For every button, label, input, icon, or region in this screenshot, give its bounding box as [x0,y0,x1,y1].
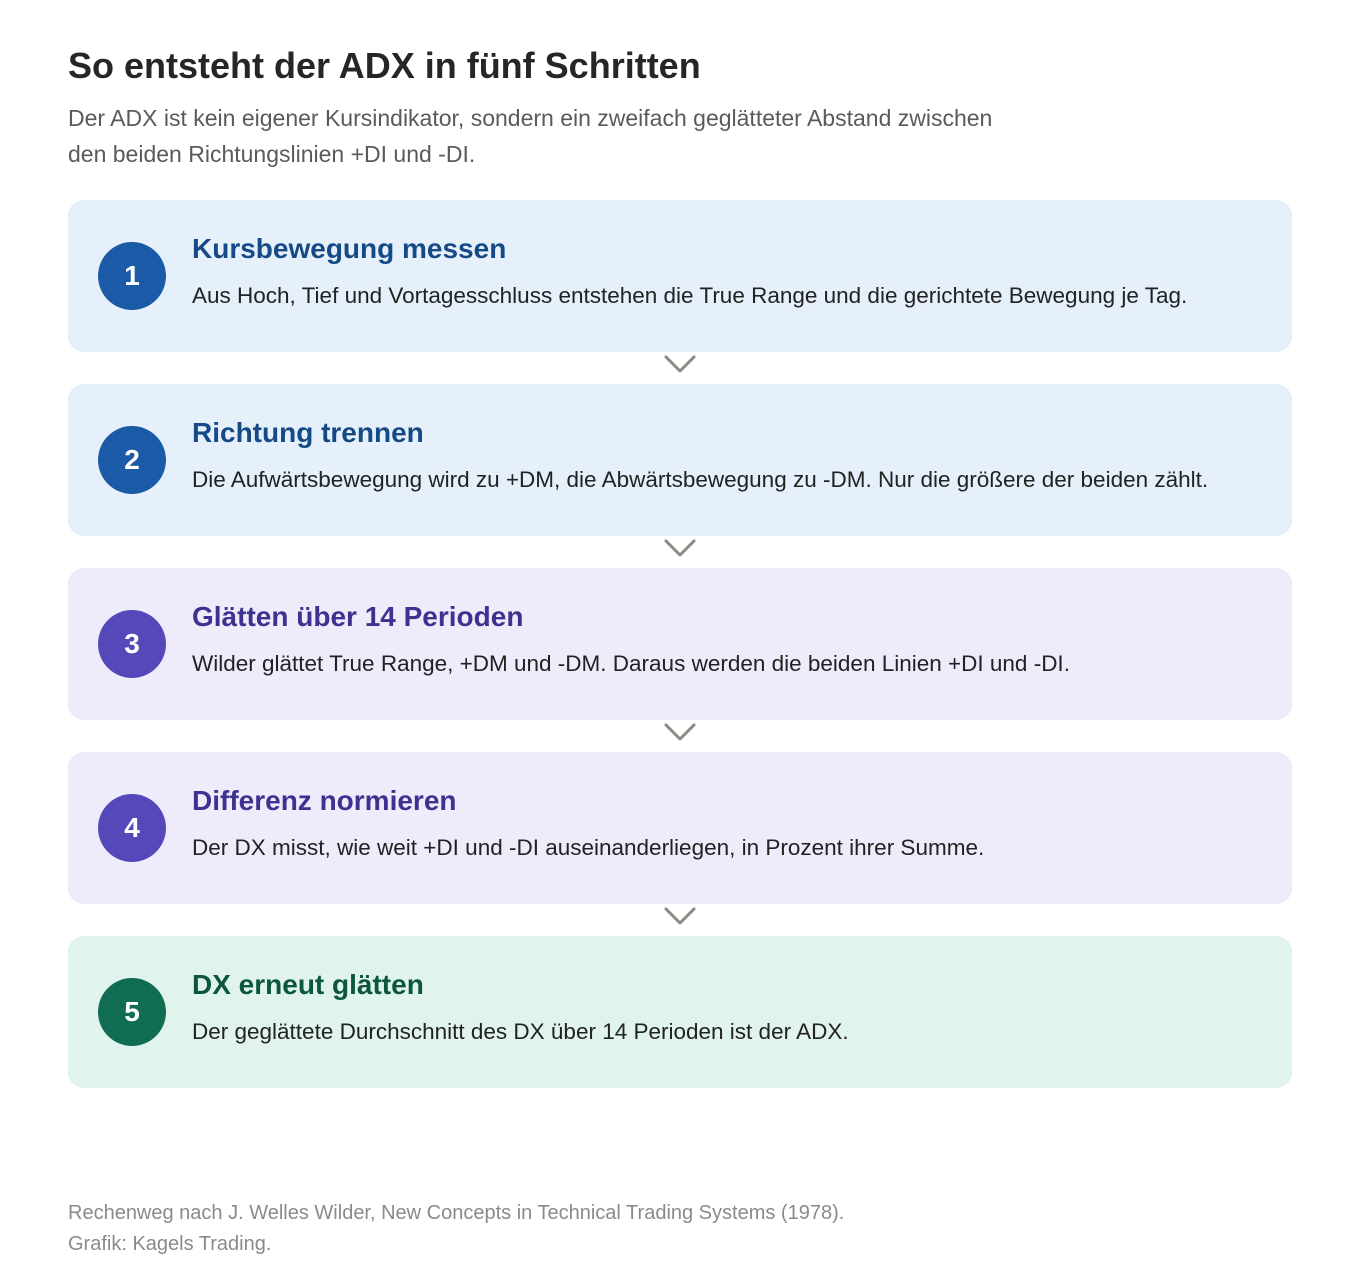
step-title: Glätten über 14 Perioden [192,601,524,632]
step-title: Kursbewegung messen [192,233,507,264]
step-title: Richtung trennen [192,417,424,448]
source-note: Rechenweg nach J. Welles Wilder, New Concepts in Technical Trading Systems (1978). [68,1202,845,1224]
step-number-badge: 3 [98,610,166,678]
step-description: Die Aufwärtsbewegung wird zu +DM, die Abwärtsbewegung zu -DM. Nur die größere der beiden zählt. [192,467,1209,492]
page-subtitle: Der ADX ist kein eigener Kursindikator, sondern ein zweifach geglätteter Abstand zwischen den beiden Richtungslinien +DI und -DI. [68,105,993,167]
step-description: Aus Hoch, Tief und Vortagesschluss entstehen die True Range und die gerichtete Bewegung je Tag. [192,283,1188,308]
step-description: Der DX misst, wie weit +DI und -DI auseinanderliegen, in Prozent ihrer Summe. [192,835,985,860]
step-title: Differenz normieren [192,785,457,816]
step-number-badge: 2 [98,426,166,494]
step-title: DX erneut glätten [192,969,424,1000]
step-number-badge: 4 [98,794,166,862]
step-card-4 [68,752,1292,904]
chevron-down-icon [664,354,696,374]
step-card-2 [68,384,1292,536]
chevron-down-icon [664,906,696,926]
step-card-3 [68,568,1292,720]
chevron-down-icon [664,722,696,742]
chevron-down-icon [664,538,696,558]
step-card-1 [68,200,1292,352]
page-title: So entsteht der ADX in fünf Schritten [68,45,701,86]
credit-note: Grafik: Kagels Trading. [68,1233,272,1255]
footer-notes [68,1198,844,1260]
step-description: Wilder glättet True Range, +DM und -DM. Daraus werden die beiden Linien +DI und -DI. [192,651,1070,676]
step-number-badge: 5 [98,978,166,1046]
step-card-5 [68,936,1292,1088]
step-description: Der geglättete Durchschnitt des DX über 14 Perioden ist der ADX. [192,1019,849,1044]
step-number-badge: 1 [98,242,166,310]
